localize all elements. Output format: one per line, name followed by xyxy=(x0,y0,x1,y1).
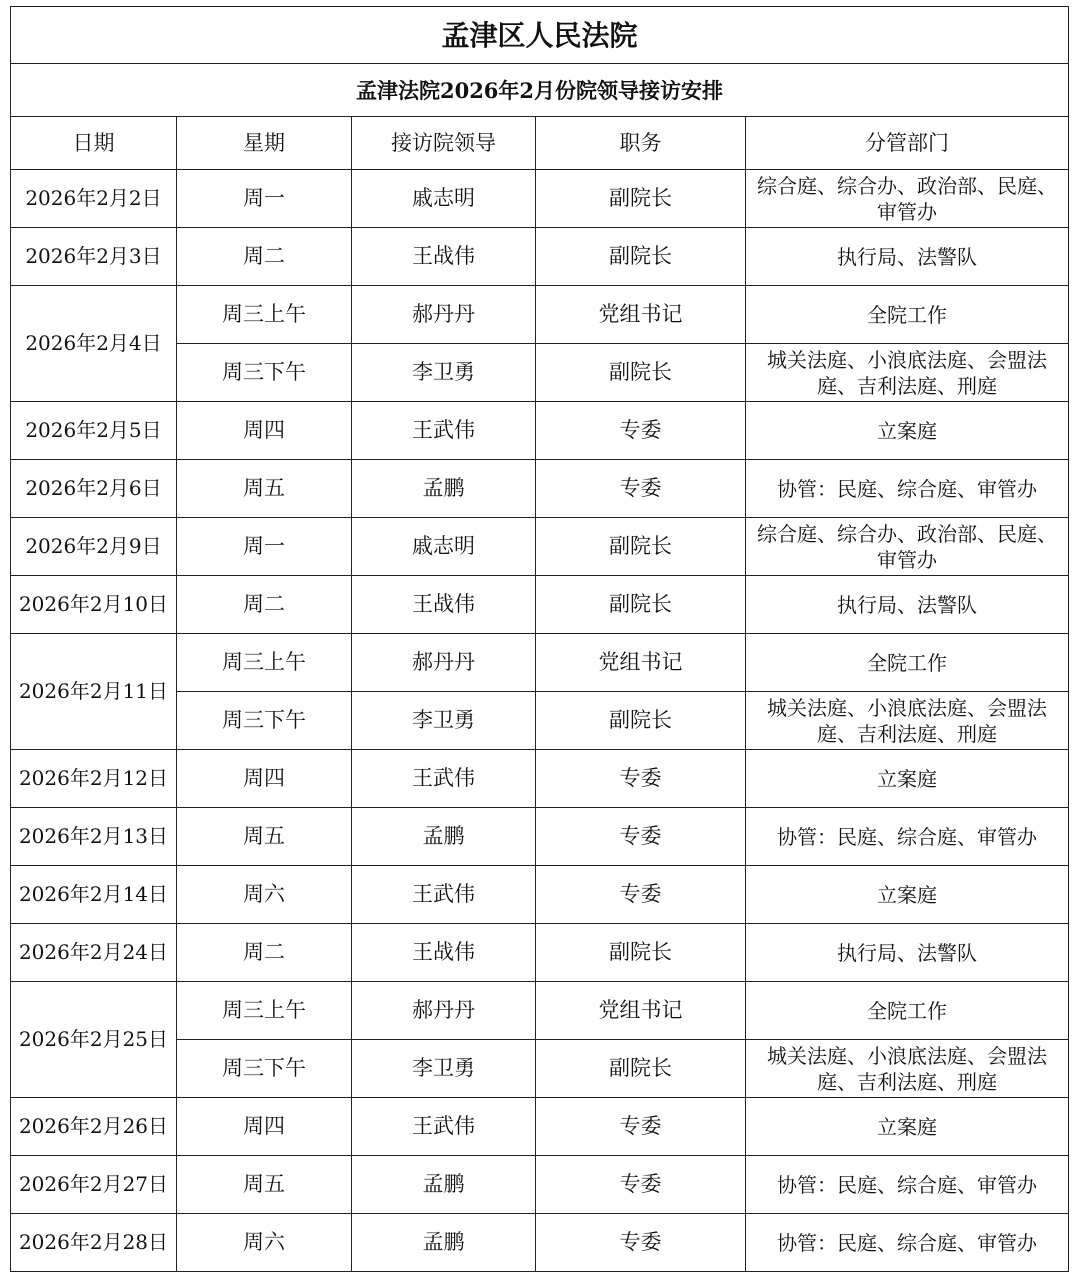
cell-position: 党组书记 xyxy=(536,286,746,344)
cell-leader: 李卫勇 xyxy=(352,692,536,750)
schedule-sheet xyxy=(10,6,1068,1272)
table-row xyxy=(11,750,1069,808)
table-row xyxy=(11,518,1069,576)
cell-date: 2026年2月28日 xyxy=(11,1214,177,1272)
cell-weekday: 周五 xyxy=(177,808,352,866)
table-row xyxy=(11,228,1069,286)
cell-leader: 李卫勇 xyxy=(352,1040,536,1098)
cell-position: 副院长 xyxy=(536,170,746,228)
cell-date: 2026年2月10日 xyxy=(11,576,177,634)
cell-department: 协管：民庭、综合庭、审管办 xyxy=(746,1214,1069,1272)
cell-leader: 郝丹丹 xyxy=(352,634,536,692)
table-row xyxy=(11,460,1069,518)
table-row xyxy=(11,924,1069,982)
cell-position: 专委 xyxy=(536,460,746,518)
cell-leader: 李卫勇 xyxy=(352,344,536,402)
cell-leader: 孟鹏 xyxy=(352,1214,536,1272)
cell-position: 副院长 xyxy=(536,576,746,634)
cell-position: 专委 xyxy=(536,866,746,924)
cell-weekday: 周三上午 xyxy=(177,982,352,1040)
cell-date: 2026年2月11日 xyxy=(11,634,177,750)
cell-leader: 王战伟 xyxy=(352,228,536,286)
cell-date: 2026年2月4日 xyxy=(11,286,177,402)
cell-weekday: 周五 xyxy=(177,460,352,518)
table-header-row xyxy=(11,117,1069,170)
cell-department: 综合庭、综合办、政治部、民庭、审管办 xyxy=(746,518,1069,576)
table-row xyxy=(11,634,1069,692)
cell-weekday: 周三下午 xyxy=(177,692,352,750)
cell-date: 2026年2月5日 xyxy=(11,402,177,460)
cell-leader: 郝丹丹 xyxy=(352,982,536,1040)
cell-department: 执行局、法警队 xyxy=(746,576,1069,634)
cell-position: 党组书记 xyxy=(536,982,746,1040)
table-row xyxy=(11,1098,1069,1156)
cell-date: 2026年2月25日 xyxy=(11,982,177,1098)
column-header-leader: 接访院领导 xyxy=(352,117,536,170)
cell-department: 协管：民庭、综合庭、审管办 xyxy=(746,460,1069,518)
column-header-position: 职务 xyxy=(536,117,746,170)
cell-leader: 戚志明 xyxy=(352,170,536,228)
cell-department: 全院工作 xyxy=(746,286,1069,344)
cell-position: 专委 xyxy=(536,1098,746,1156)
cell-position: 副院长 xyxy=(536,924,746,982)
cell-weekday: 周二 xyxy=(177,576,352,634)
cell-date: 2026年2月9日 xyxy=(11,518,177,576)
cell-leader: 王武伟 xyxy=(352,866,536,924)
court-name: 孟津区人民法院 xyxy=(11,7,1069,64)
table-row xyxy=(11,1156,1069,1214)
cell-date: 2026年2月13日 xyxy=(11,808,177,866)
cell-date: 2026年2月3日 xyxy=(11,228,177,286)
cell-leader: 孟鹏 xyxy=(352,460,536,518)
cell-position: 副院长 xyxy=(536,1040,746,1098)
cell-weekday: 周二 xyxy=(177,228,352,286)
column-header-date: 日期 xyxy=(11,117,177,170)
cell-weekday: 周三上午 xyxy=(177,286,352,344)
cell-weekday: 周二 xyxy=(177,924,352,982)
cell-leader: 郝丹丹 xyxy=(352,286,536,344)
cell-position: 副院长 xyxy=(536,518,746,576)
cell-position: 专委 xyxy=(536,808,746,866)
cell-position: 专委 xyxy=(536,1156,746,1214)
cell-position: 党组书记 xyxy=(536,634,746,692)
cell-date: 2026年2月24日 xyxy=(11,924,177,982)
cell-weekday: 周四 xyxy=(177,402,352,460)
cell-leader: 王武伟 xyxy=(352,1098,536,1156)
table-row xyxy=(11,808,1069,866)
cell-department: 执行局、法警队 xyxy=(746,228,1069,286)
cell-position: 专委 xyxy=(536,750,746,808)
cell-position: 副院长 xyxy=(536,692,746,750)
table-row xyxy=(11,982,1069,1040)
cell-date: 2026年2月6日 xyxy=(11,460,177,518)
table-row xyxy=(11,170,1069,228)
cell-department: 协管：民庭、综合庭、审管办 xyxy=(746,1156,1069,1214)
cell-position: 副院长 xyxy=(536,344,746,402)
cell-leader: 孟鹏 xyxy=(352,808,536,866)
cell-leader: 王武伟 xyxy=(352,402,536,460)
cell-leader: 戚志明 xyxy=(352,518,536,576)
cell-department: 立案庭 xyxy=(746,402,1069,460)
cell-department: 全院工作 xyxy=(746,982,1069,1040)
table-row xyxy=(11,576,1069,634)
cell-weekday: 周三上午 xyxy=(177,634,352,692)
cell-leader: 王战伟 xyxy=(352,924,536,982)
cell-department: 执行局、法警队 xyxy=(746,924,1069,982)
cell-position: 专委 xyxy=(536,402,746,460)
cell-weekday: 周四 xyxy=(177,1098,352,1156)
cell-weekday: 周一 xyxy=(177,518,352,576)
table-row xyxy=(11,286,1069,344)
cell-leader: 王战伟 xyxy=(352,576,536,634)
cell-date: 2026年2月2日 xyxy=(11,170,177,228)
cell-weekday: 周四 xyxy=(177,750,352,808)
cell-weekday: 周一 xyxy=(177,170,352,228)
column-header-weekday: 星期 xyxy=(177,117,352,170)
cell-department: 综合庭、综合办、政治部、民庭、审管办 xyxy=(746,170,1069,228)
cell-department: 城关法庭、小浪底法庭、会盟法庭、吉利法庭、刑庭 xyxy=(746,344,1069,402)
cell-position: 专委 xyxy=(536,1214,746,1272)
cell-department: 立案庭 xyxy=(746,1098,1069,1156)
cell-date: 2026年2月27日 xyxy=(11,1156,177,1214)
cell-weekday: 周六 xyxy=(177,1214,352,1272)
cell-department: 立案庭 xyxy=(746,866,1069,924)
cell-weekday: 周三下午 xyxy=(177,344,352,402)
table-row xyxy=(11,1214,1069,1272)
cell-leader: 孟鹏 xyxy=(352,1156,536,1214)
column-header-department: 分管部门 xyxy=(746,117,1069,170)
cell-department: 协管：民庭、综合庭、审管办 xyxy=(746,808,1069,866)
table-row xyxy=(11,402,1069,460)
cell-department: 立案庭 xyxy=(746,750,1069,808)
table-row xyxy=(11,866,1069,924)
cell-department: 全院工作 xyxy=(746,634,1069,692)
cell-leader: 王武伟 xyxy=(352,750,536,808)
cell-date: 2026年2月26日 xyxy=(11,1098,177,1156)
cell-department: 城关法庭、小浪底法庭、会盟法庭、吉利法庭、刑庭 xyxy=(746,692,1069,750)
cell-department: 城关法庭、小浪底法庭、会盟法庭、吉利法庭、刑庭 xyxy=(746,1040,1069,1098)
cell-weekday: 周三下午 xyxy=(177,1040,352,1098)
cell-date: 2026年2月12日 xyxy=(11,750,177,808)
schedule-table xyxy=(10,6,1069,1272)
schedule-title: 孟津法院2026年2月份院领导接访安排 xyxy=(11,64,1069,117)
cell-weekday: 周六 xyxy=(177,866,352,924)
cell-weekday: 周五 xyxy=(177,1156,352,1214)
cell-position: 副院长 xyxy=(536,228,746,286)
cell-date: 2026年2月14日 xyxy=(11,866,177,924)
